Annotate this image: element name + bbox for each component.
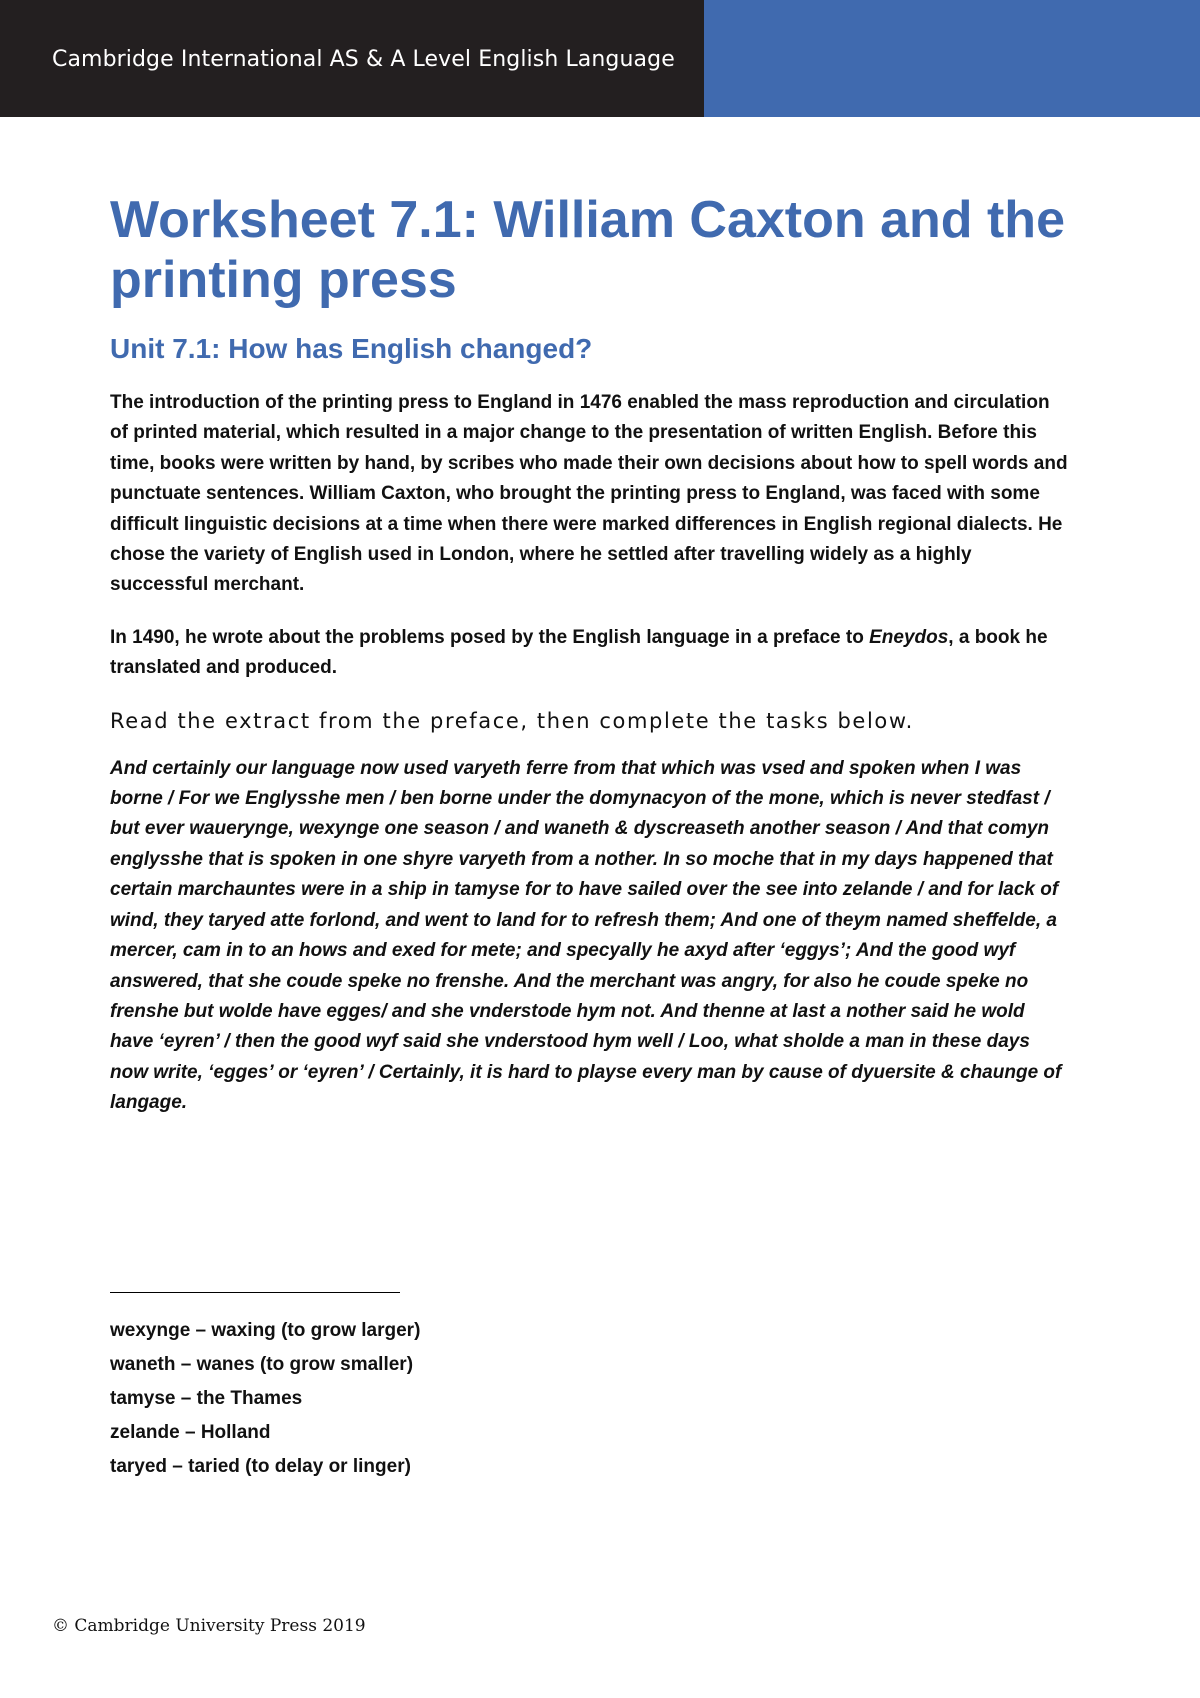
- glossary-item: waneth – wanes (to grow smaller): [110, 1354, 414, 1375]
- footnote-divider: [110, 1292, 400, 1293]
- glossary-item: wexynge – waxing (to grow larger): [110, 1320, 421, 1341]
- worksheet-content: [110, 190, 1070, 1119]
- preface-extract: And certainly our language now used varyeth ferre from that which was vsed and spoken when I was borne / For we Englysshe men / ben borne under the domynacyon of the mone, which is never stedfast / but ever wauerynge, wexynge one season / and waneth & dyscreaseth another season / And that comyn englysshe that is spoken in one shyre varyeth from a nother. In so moche that in my days happened that certain marchauntes were in a ship in tamyse for to have sailed over the see into zelande / and for lack of wind, they taryed atte forlond, and went to land for to refresh them; And one of theym named sheffelde, a mercer, cam in to an hows and exed for mete; and specyally he axyd after ‘eggys’; And the good wyf answered, that she coude speke no frenshe. And the merchant was angry, for also he coude speke no frenshe but wolde have egges/ and she vnderstode hym not. And thenne at last a nother said he wold have ‘eyren’ / then the good wyf said she vnderstood hym well / Loo, what sholde a man in these days now write, ‘egges’ or ‘eyren’ / Certainly, it is hard to playse every man by cause of dyuersite & chaunge of langage.: [110, 757, 1062, 1114]
- intro-paragraph-2-start: In 1490, he wrote about the problems posed by the English language in a preface to: [110, 626, 870, 648]
- intro-paragraph-2-end: , a book he translated and produced.: [110, 626, 1048, 679]
- glossary-item: taryed – taried (to delay or linger): [110, 1456, 411, 1477]
- worksheet-title: Worksheet 7.1: William Caxton and the printing press: [110, 191, 1065, 309]
- header-dark-panel: [0, 0, 704, 117]
- book-title-eneydos: Eneydos: [869, 626, 949, 648]
- glossary-list: [110, 1314, 420, 1484]
- task-instruction: Read the extract from the preface, then complete the tasks below.: [110, 708, 914, 733]
- header-band: [0, 0, 1200, 117]
- header-title: Cambridge International AS & A Level English Language: [52, 47, 675, 72]
- glossary-item: tamyse – the Thames: [110, 1388, 303, 1409]
- intro-paragraph-2: [110, 623, 1070, 684]
- unit-title: Unit 7.1: How has English changed?: [110, 333, 593, 364]
- intro-paragraph-1: The introduction of the printing press to England in 1476 enabled the mass reproduction and circulation of printed material, which resulted in a major change to the presentation of written English. Before this time, books were written by hand, by scribes who made their own decisions about how to spell words and punctuate sentences. William Caxton, who brought the printing press to England, was faced with some difficult linguistic decisions at a time when there were marked differences in English regional dialects. He chose the variety of English used in London, where he settled after travelling widely as a highly successful merchant.: [110, 392, 1068, 596]
- header-blue-panel: [704, 0, 1200, 117]
- glossary-item: zelande – Holland: [110, 1422, 271, 1443]
- copyright-footer: © Cambridge University Press 2019: [52, 1616, 366, 1636]
